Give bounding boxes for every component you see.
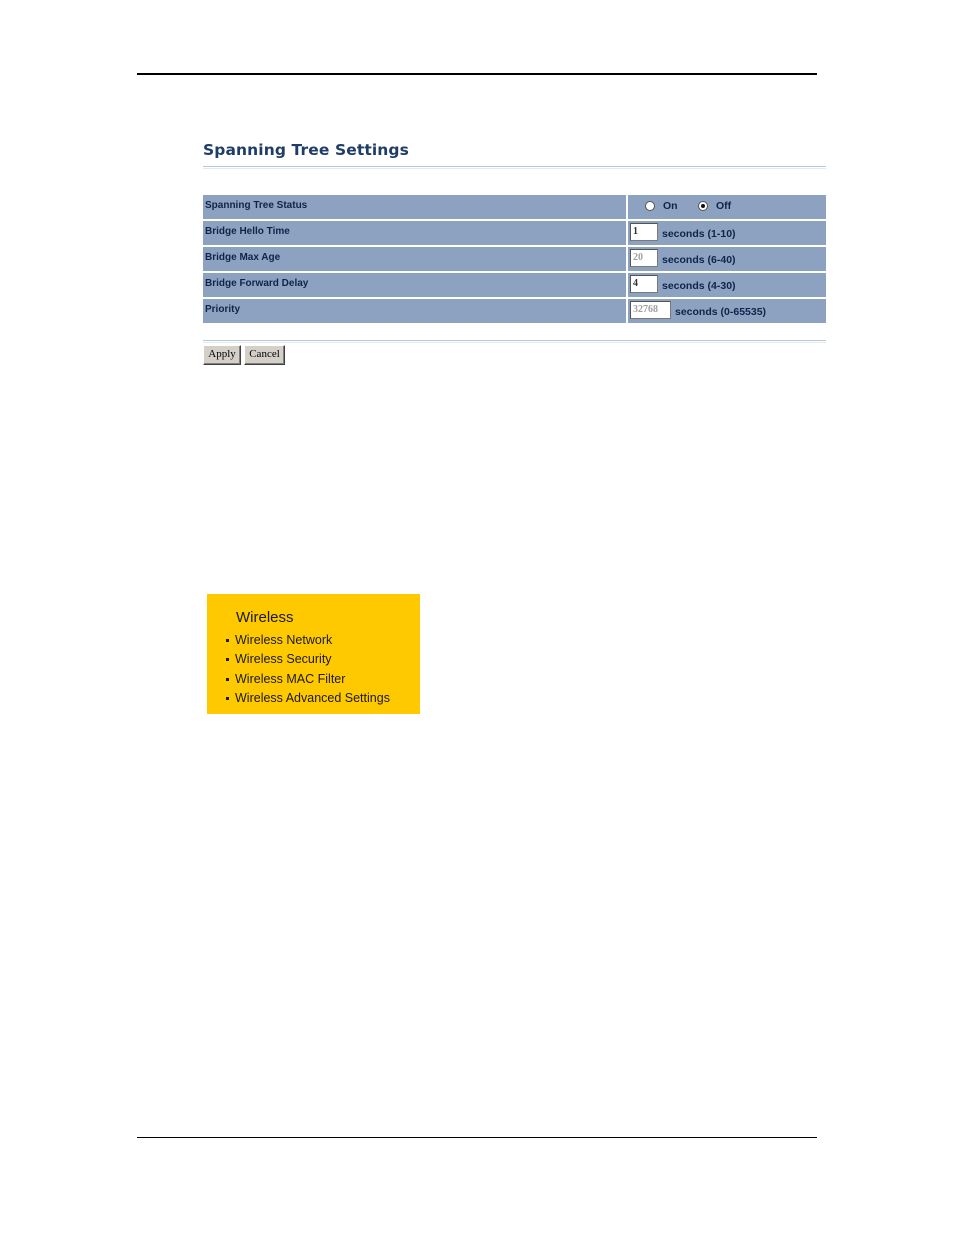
status-off-radio[interactable] (698, 201, 708, 211)
priority-value (628, 299, 826, 323)
status-on-label: On (663, 200, 678, 212)
bridge-hello-time-unit: seconds (1-10) (662, 228, 736, 240)
bridge-max-age-value (628, 247, 826, 271)
menu-item-wireless-advanced-settings[interactable] (226, 691, 390, 705)
bridge-forward-delay-input[interactable]: 4 (630, 275, 658, 293)
bridge-max-age-unit: seconds (6-40) (662, 254, 736, 266)
bridge-forward-delay-label: Bridge Forward Delay (203, 273, 626, 297)
wireless-menu-title: Wireless (236, 609, 294, 626)
bridge-max-age-label: Bridge Max Age (203, 247, 626, 271)
bridge-hello-time-row (203, 221, 826, 245)
spanning-tree-status-value (628, 195, 826, 219)
menu-item-wireless-mac-filter[interactable] (226, 672, 345, 686)
bridge-forward-delay-unit: seconds (4-30) (662, 280, 736, 292)
status-on-radio[interactable] (645, 201, 655, 211)
bridge-hello-time-label: Bridge Hello Time (203, 221, 626, 245)
bridge-forward-delay-value (628, 273, 826, 297)
page-header-rule (137, 73, 817, 75)
page-footer-rule (137, 1137, 817, 1138)
status-off-label: Off (716, 200, 732, 212)
menu-item-label: Wireless Advanced Settings (235, 691, 390, 705)
bridge-max-age-input[interactable]: 20 (630, 249, 658, 267)
apply-button[interactable]: Apply (203, 345, 241, 365)
spanning-tree-status-label: Spanning Tree Status (203, 195, 626, 219)
menu-item-label: Wireless Network (235, 633, 333, 647)
bullet-icon (226, 678, 229, 681)
bullet-icon (226, 639, 229, 642)
menu-item-wireless-network[interactable] (226, 633, 332, 647)
menu-item-label: Wireless MAC Filter (235, 672, 346, 686)
bullet-icon (226, 658, 229, 661)
bridge-hello-time-value (628, 221, 826, 245)
bridge-max-age-row (203, 247, 826, 271)
priority-label: Priority (203, 299, 626, 323)
status-on-option[interactable] (645, 200, 678, 213)
title-divider-shadow (203, 168, 826, 169)
spanning-tree-status-row (203, 195, 826, 219)
menu-item-label: Wireless Security (235, 652, 332, 666)
priority-row (203, 299, 826, 323)
bridge-forward-delay-row (203, 273, 826, 297)
bridge-hello-time-input[interactable]: 1 (630, 223, 658, 241)
cancel-button[interactable]: Cancel (244, 345, 285, 365)
page-title: Spanning Tree Settings (203, 141, 409, 159)
title-divider (203, 166, 826, 167)
priority-input[interactable]: 32768 (630, 301, 671, 319)
wireless-menu (207, 594, 420, 714)
priority-unit: seconds (0-65535) (675, 306, 767, 318)
actions-divider-shadow (203, 342, 826, 343)
actions-divider (203, 340, 826, 341)
status-off-option[interactable] (698, 200, 731, 213)
bullet-icon (226, 697, 229, 700)
spanning-tree-settings-table (203, 195, 826, 325)
menu-item-wireless-security[interactable] (226, 652, 332, 666)
